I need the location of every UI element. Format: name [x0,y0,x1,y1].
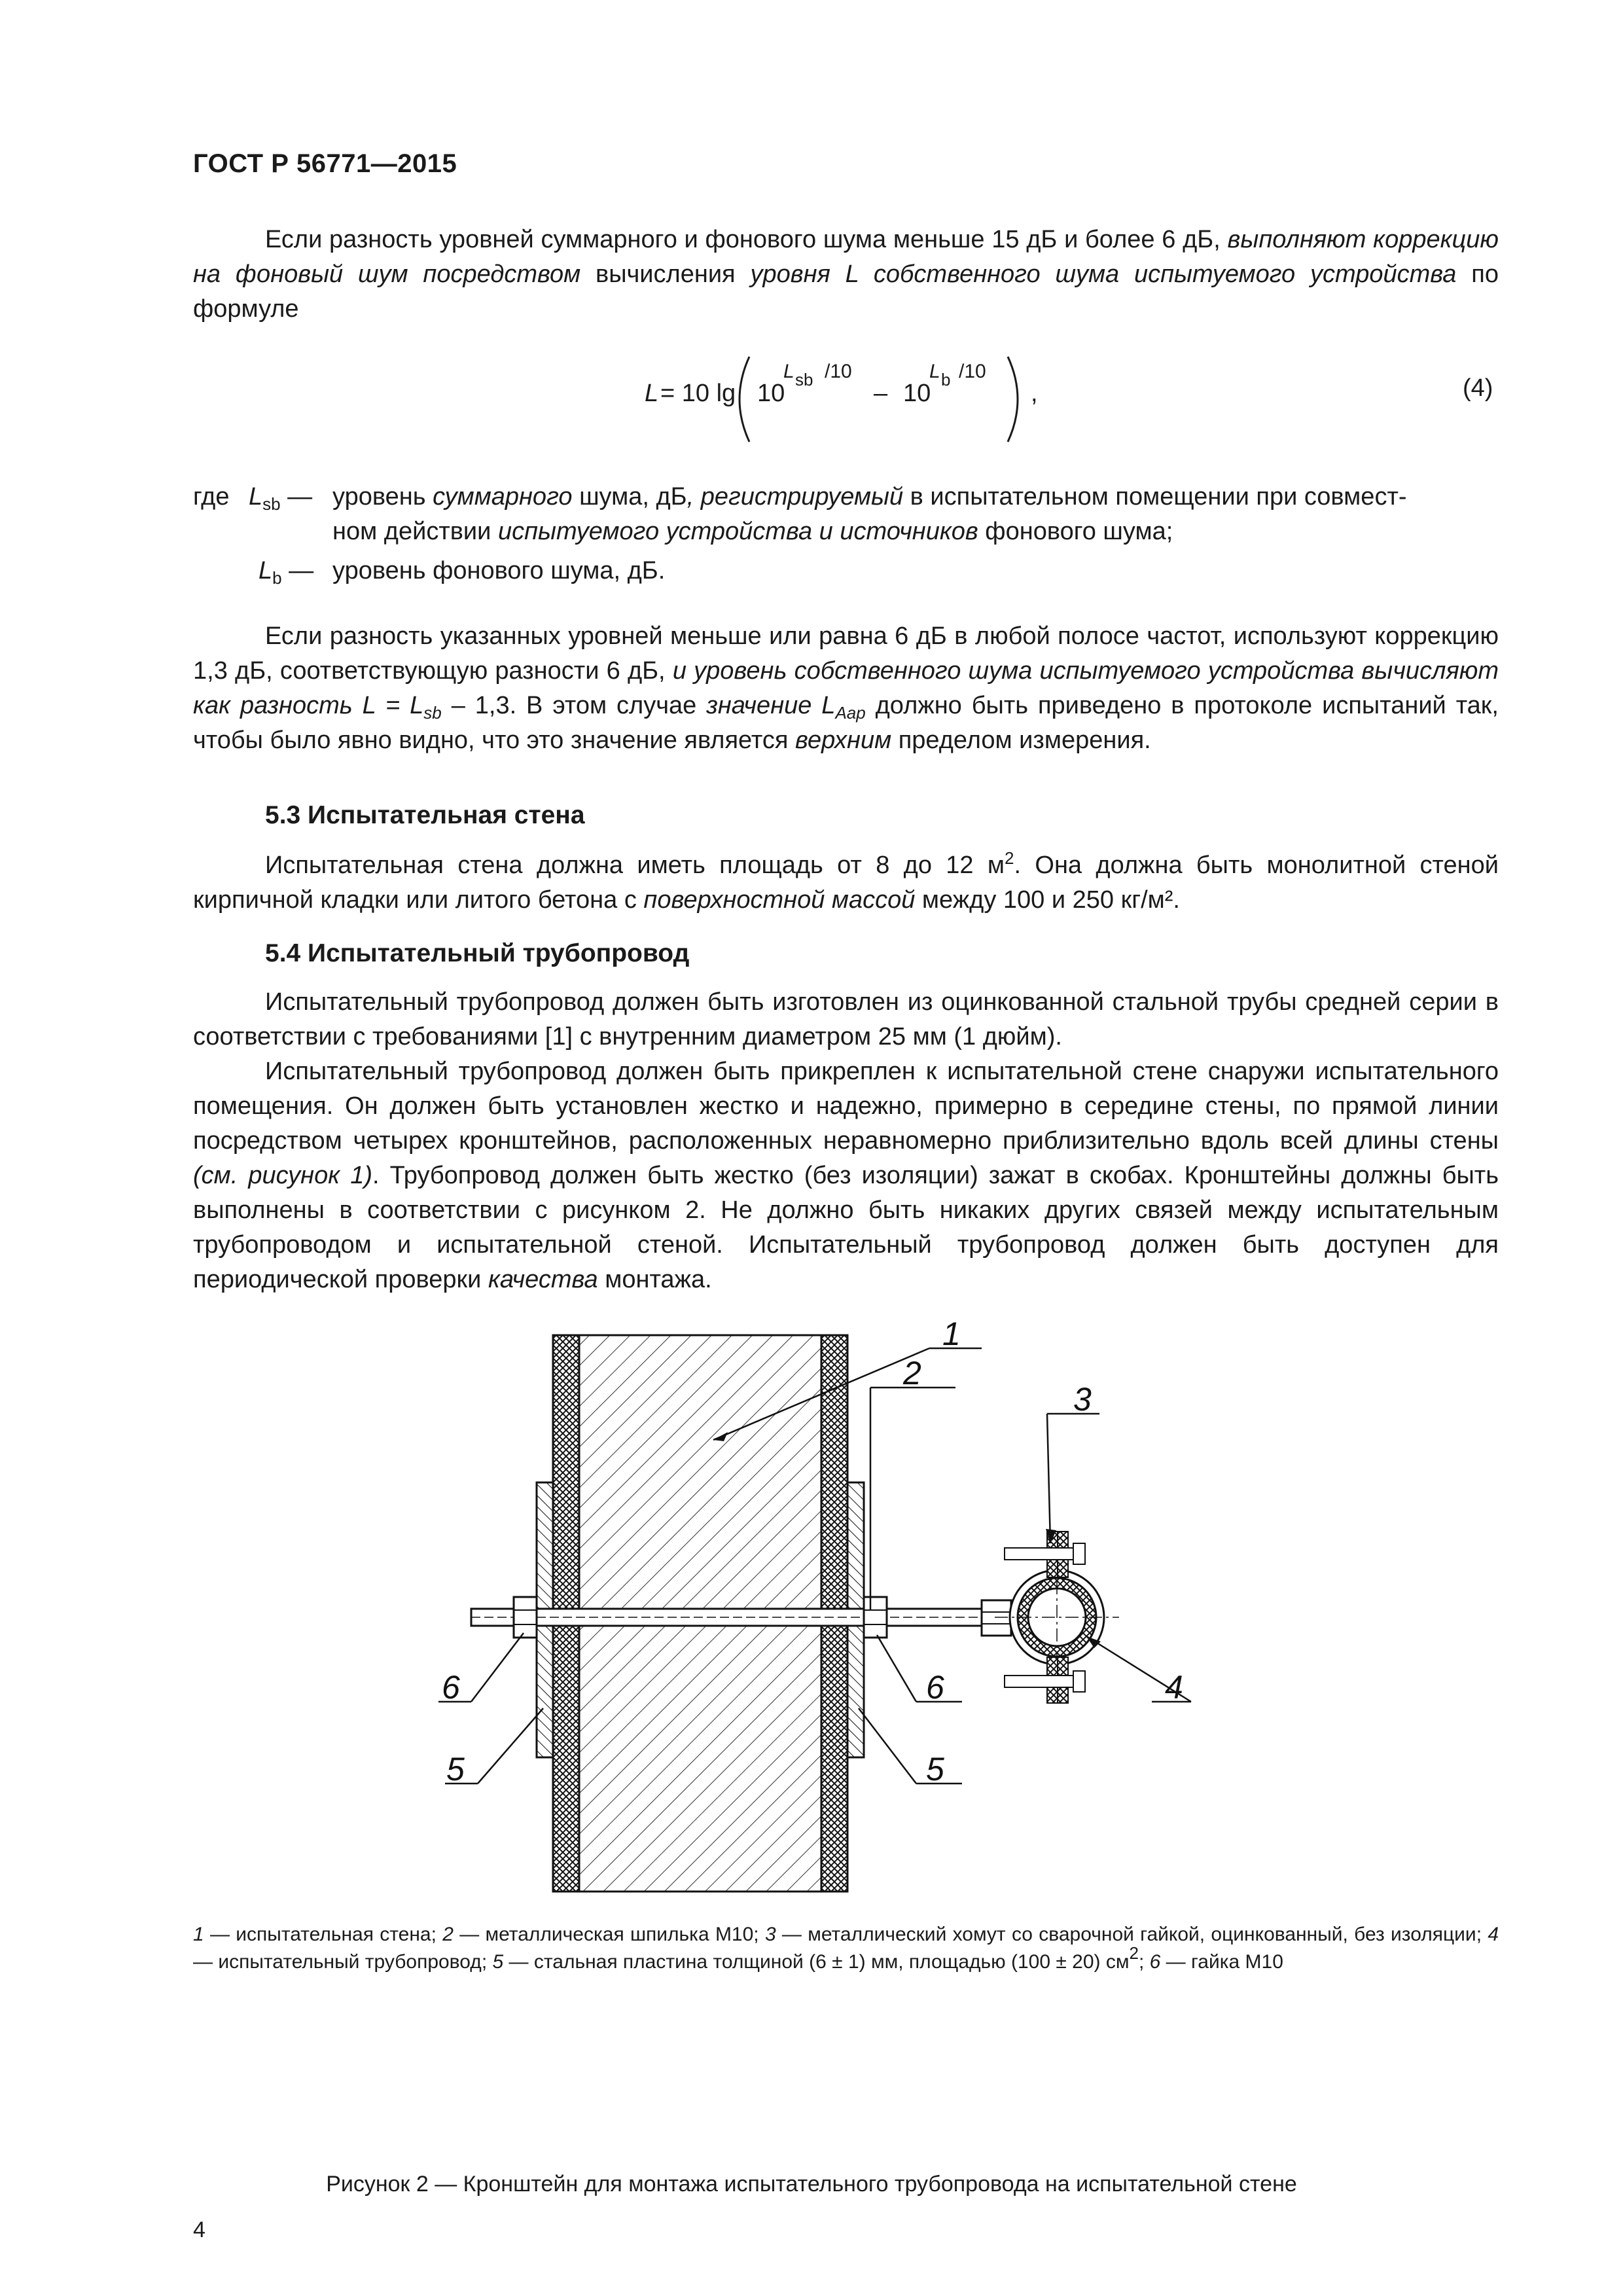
d1-b: суммарного [433,483,573,511]
leg-t1: — испытательная стена; [204,1924,443,1945]
leg-n5: 5 [492,1951,504,1973]
d1-e: в испытательном помещении при совмест- [903,483,1407,511]
figure-legend [193,1921,1499,1976]
figure-title: Рисунок 2 — Кронштейн для монтажа испытательного трубопровода на испытательной стене [326,2172,1297,2197]
intro-text-5: по формуле [193,260,1499,323]
where-symbol-2 [259,554,313,588]
where-def-2: уровень фонового шума, дБ. [332,557,666,584]
d1l2-b: испытуемого устройства и источников [497,518,978,545]
s53-b: . Она должна быть монолитной стеной кирпичной кладки или литого бетона с [193,852,1499,914]
d1l2-a: ном действии [332,518,498,545]
p2-c-sub: sb [423,703,442,723]
section-5-3-text [193,848,1499,918]
d1-c: шума, дБ [572,483,687,511]
p2-b: и уровень собственного шума испытуемого устройства вычисляют как разность L [193,657,1499,719]
pipe-clamp [995,1532,1119,1703]
leg-t5: — стальная пластина толщиной (6 ± 1) мм, площадью (100 ± 20) см [503,1951,1130,1973]
formula-exp1-div: /10 [825,361,852,382]
leg-t2: — металлическая шпилька М10; [453,1924,765,1945]
sym2-dash: — [289,557,314,584]
sym1-letter: L [249,483,263,511]
p2-f: должно быть приведено в протоколе испытаний так, чтобы было явно видно, что это значение является [193,692,1499,754]
leg-t3: — металлический хомут со сварочной гайкой, оцинкованный, без изоляции; [776,1924,1488,1945]
welded-nut [982,1600,1011,1636]
where-label: где [193,483,230,511]
leg-t5-sup: 2 [1129,1943,1139,1963]
leg-t5-end: ; [1138,1951,1150,1973]
s54-d: качества [488,1266,598,1293]
sym2-subscript: b [272,568,282,588]
formula-4 [638,350,1057,448]
s54-c: . Трубопровод должен быть жестко (без изоляции) зажат в скобах. Кронштейны должны быть выполнены в соответствии с рисунком 2. Не должно быть никаких других связей между испытательным трубопроводом и испытательной стеной. Испытательный трубопровод должен быть доступен для периодической проверки [193,1162,1499,1293]
label-1: 1 [942,1322,961,1352]
where-symbol-1 [249,480,312,514]
threaded-rod [471,1609,988,1626]
intro-text-3: вычисления [580,260,751,288]
formula-ten-1: 10 [757,380,785,407]
standard-header: ГОСТ Р 56771—2015 [193,149,457,178]
d1l2-c: фонового шума; [978,518,1173,545]
s53-d: между 100 и 250 кг/м². [915,886,1180,914]
s54-e: монтажа. [597,1266,712,1293]
s54-a: Испытательный трубопровод должен быть прикреплен к испытательной стене снаружи испытательного помещения. Он должен быть установлен жестко и надежно, примерно в середине стены, по прямой линии посредством четырех кронштейнов, расположенных неравномерно приблизительно вдоль всей длины стены [193,1058,1499,1155]
p2-e: значение L [706,692,836,719]
leg-n3: 3 [764,1924,776,1945]
leg-n6: 6 [1149,1951,1161,1973]
label-4: 4 [1165,1669,1183,1706]
p2-e-sub: Aap [835,703,866,723]
label-6-left: 6 [442,1669,460,1706]
s54-b: (см. рисунок 1) [193,1162,373,1189]
section-5-4-p1: Испытательный трубопровод должен быть изготовлен из оцинкованной стальной трубы средней серии в соответствии с требованиями [1] с внутренним диаметром 25 мм (1 дюйм). [193,988,1499,1050]
formula-exp2-div: /10 [959,361,986,382]
sym1-dash: — [287,483,313,511]
d1-d: , регистрируемый [687,483,904,511]
formula-minus: – [874,380,888,407]
formula-ten-2: 10 [903,380,931,407]
formula-eq: = 10 lg [660,380,736,407]
formula-exp2-var: L [929,361,940,382]
where-def-1 [332,480,1499,514]
formula-comma: , [1031,380,1038,407]
s53-c: поверхностной массой [643,886,916,914]
s53-sup: 2 [1005,848,1014,868]
p2-g: верхним [795,726,892,754]
label-2: 2 [903,1355,921,1391]
leg-t4: — испытательный трубопровод; [193,1951,493,1973]
formula-exp2-sub: b [941,370,951,389]
sym2-letter: L [259,557,273,584]
correction-paragraph [193,619,1499,758]
s53-a: Испытательная стена должна иметь площадь от 8 до 12 м [265,852,1005,879]
p2-d: – 1,3. В этом случае [441,692,707,719]
where-def-1-line2 [332,514,1173,549]
nut-left [514,1597,537,1638]
formula-lhs: L [645,380,659,407]
section-5-4-title: 5.4 Испытательный трубопровод [265,939,690,967]
label-6-right: 6 [926,1669,944,1706]
page-number: 4 [193,2217,205,2242]
formula-number: (4) [1463,374,1493,402]
leg-t6: — гайка М10 [1160,1951,1283,1973]
sym1-subscript: sb [262,494,281,514]
intro-text-2: выполняют коррекцию на фоновый шум посредством [193,226,1499,288]
label-3: 3 [1073,1381,1092,1418]
leg-n2: 2 [442,1924,454,1945]
p2-c: = L [376,692,424,719]
label-5-left: 5 [446,1751,465,1787]
p2-a: Если разность указанных уровней меньше или равна 6 дБ в любой полосе частот, используют коррекцию 1,3 дБ, соответствующую разности 6 дБ, [193,622,1499,685]
formula-exp1-sub: sb [795,370,813,389]
leg-n1: 1 [193,1924,204,1945]
d1-a: уровень [332,483,433,511]
section-5-4-p2 [193,1054,1499,1297]
intro-text-1: Если разность уровней суммарного и фонового шума меньше 15 дБ и более 6 дБ, [265,226,1228,253]
section-5-3-title: 5.3 Испытательная стена [265,801,585,829]
formula-exp1-var: L [783,361,794,382]
intro-text-4: уровня L собственного шума испытуемого устройства [750,260,1457,288]
label-5-right: 5 [926,1751,944,1787]
p2-h: пределом измерения. [891,726,1151,754]
bracket-figure [419,1322,1270,1898]
leg-n4: 4 [1488,1924,1499,1945]
nut-right [864,1597,887,1638]
intro-paragraph [193,223,1499,327]
